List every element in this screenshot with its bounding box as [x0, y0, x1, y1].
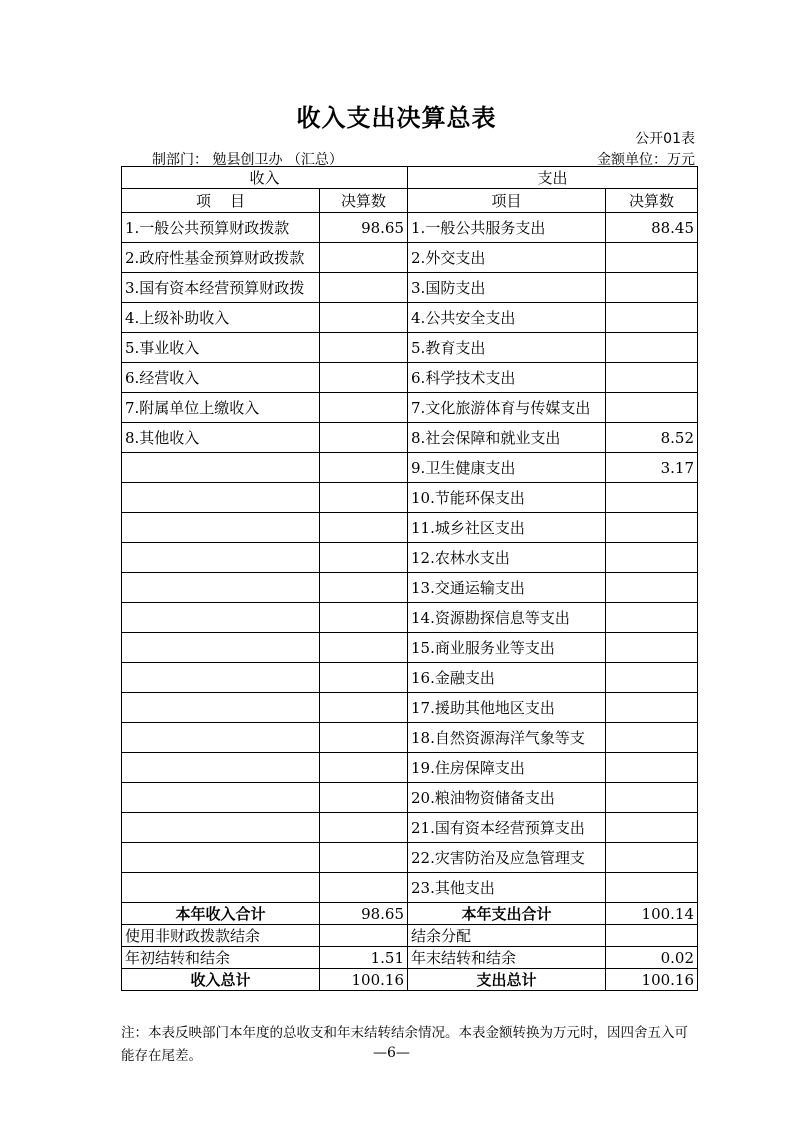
income-total-amount — [320, 925, 408, 947]
income-amount-cell — [320, 513, 408, 543]
income-total-amount: 100.16 — [320, 969, 408, 991]
expense-amount-cell — [606, 783, 698, 813]
expense-amount-cell — [606, 663, 698, 693]
expense-amount-cell — [606, 543, 698, 573]
income-item-cell — [122, 453, 320, 483]
expense-amount-cell — [606, 303, 698, 333]
expense-item-cell: 1.一般公共服务支出 — [408, 213, 606, 243]
expense-item-cell: 19.住房保障支出 — [408, 753, 606, 783]
income-item-cell — [122, 633, 320, 663]
income-item-cell — [122, 603, 320, 633]
income-amount-cell — [320, 333, 408, 363]
income-amount-cell — [320, 663, 408, 693]
income-item-cell — [122, 483, 320, 513]
expense-amount-cell — [606, 603, 698, 633]
income-item-cell — [122, 723, 320, 753]
expense-amount-cell — [606, 273, 698, 303]
income-amount-cell — [320, 243, 408, 273]
table-row — [122, 813, 698, 843]
income-amount-cell — [320, 783, 408, 813]
table-row — [122, 543, 698, 573]
table-row — [122, 273, 698, 303]
income-amount-cell — [320, 543, 408, 573]
income-total-label: 本年收入合计 — [122, 903, 320, 925]
income-amount-cell — [320, 753, 408, 783]
department-label: 制部门： 勉县创卫办 （汇总） — [152, 152, 343, 168]
total-row — [122, 925, 698, 947]
income-total-label: 收入总计 — [122, 969, 320, 991]
table-row — [122, 723, 698, 753]
section-header-row — [122, 167, 698, 189]
table-row — [122, 243, 698, 273]
expense-amount-cell — [606, 363, 698, 393]
income-amount-cell: 98.65 — [320, 213, 408, 243]
expense-item-cell: 22.灾害防治及应急管理支 — [408, 843, 606, 873]
expense-item-cell: 15.商业服务业等支出 — [408, 633, 606, 663]
income-amount-cell — [320, 423, 408, 453]
income-amount-cell — [320, 813, 408, 843]
expense-item-cell: 21.国有资本经营预算支出 — [408, 813, 606, 843]
expense-total-label: 年末结转和结余 — [408, 947, 606, 969]
expense-item-cell: 23.其他支出 — [408, 873, 606, 903]
total-row — [122, 947, 698, 969]
expense-item-cell: 14.资源勘探信息等支出 — [408, 603, 606, 633]
income-item-cell: 7.附属单位上缴收入 — [122, 393, 320, 423]
income-item-cell — [122, 753, 320, 783]
expense-amount-cell — [606, 873, 698, 903]
income-item-cell — [122, 783, 320, 813]
income-item-cell — [122, 543, 320, 573]
expense-total-label: 支出总计 — [408, 969, 606, 991]
total-row — [122, 969, 698, 991]
table-row — [122, 693, 698, 723]
expense-amount-cell: 8.52 — [606, 423, 698, 453]
income-amount-cell — [320, 573, 408, 603]
income-item-cell: 4.上级补助收入 — [122, 303, 320, 333]
expense-item-cell: 12.农林水支出 — [408, 543, 606, 573]
expense-item-cell: 5.教育支出 — [408, 333, 606, 363]
table-row — [122, 303, 698, 333]
table-row — [122, 423, 698, 453]
expense-item-header: 项目 — [408, 189, 606, 213]
expense-amount-cell — [606, 693, 698, 723]
table-row — [122, 753, 698, 783]
income-item-cell — [122, 513, 320, 543]
income-total-label: 年初结转和结余 — [122, 947, 320, 969]
income-item-cell: 8.其他收入 — [122, 423, 320, 453]
expense-amount-cell — [606, 243, 698, 273]
expense-total-amount: 0.02 — [606, 947, 698, 969]
expense-total-amount: 100.16 — [606, 969, 698, 991]
income-item-cell — [122, 843, 320, 873]
income-item-cell — [122, 663, 320, 693]
expense-total-label: 本年支出合计 — [408, 903, 606, 925]
expense-item-cell: 3.国防支出 — [408, 273, 606, 303]
expense-item-cell: 7.文化旅游体育与传媒支出 — [408, 393, 606, 423]
total-row — [122, 903, 698, 925]
income-total-amount: 98.65 — [320, 903, 408, 925]
income-section-header: 收入 — [122, 167, 408, 189]
income-amount-cell — [320, 273, 408, 303]
expense-item-cell: 11.城乡社区支出 — [408, 513, 606, 543]
income-amount-cell — [320, 843, 408, 873]
expense-item-cell: 9.卫生健康支出 — [408, 453, 606, 483]
income-amount-cell — [320, 303, 408, 333]
expense-amount-cell — [606, 513, 698, 543]
column-header-row — [122, 189, 698, 213]
income-total-label: 使用非财政拨款结余 — [122, 925, 320, 947]
table-row — [122, 393, 698, 423]
table-row — [122, 663, 698, 693]
income-item-cell — [122, 693, 320, 723]
expense-amount-cell — [606, 633, 698, 663]
income-amount-cell — [320, 873, 408, 903]
table-row — [122, 873, 698, 903]
expense-amount-cell — [606, 573, 698, 603]
table-row — [122, 213, 698, 243]
form-number: 公开01表 — [635, 131, 695, 147]
expense-item-cell: 18.自然资源海洋气象等支 — [408, 723, 606, 753]
table-row — [122, 483, 698, 513]
table-row — [122, 363, 698, 393]
income-item-cell: 3.国有资本经营预算财政拨 — [122, 273, 320, 303]
income-item-cell — [122, 873, 320, 903]
income-item-cell: 5.事业收入 — [122, 333, 320, 363]
income-amount-cell — [320, 603, 408, 633]
income-item-cell: 1.一般公共预算财政拨款 — [122, 213, 320, 243]
table-row — [122, 783, 698, 813]
page-number: —6— — [373, 1045, 410, 1061]
income-item-cell: 6.经营收入 — [122, 363, 320, 393]
expense-amount-cell — [606, 723, 698, 753]
expense-item-cell: 10.节能环保支出 — [408, 483, 606, 513]
income-total-amount: 1.51 — [320, 947, 408, 969]
expense-item-cell: 2.外交支出 — [408, 243, 606, 273]
expense-item-cell: 13.交通运输支出 — [408, 573, 606, 603]
table-row — [122, 513, 698, 543]
footnote: 注：本表反映部门本年度的总收支和年末结转结余情况。本表金额转换为万元时，因四舍五入可能存在尾差。 — [121, 1025, 688, 1064]
expense-item-cell: 17.援助其他地区支出 — [408, 693, 606, 723]
page-title: 收入支出决算总表 — [296, 104, 497, 132]
income-item-cell — [122, 813, 320, 843]
income-amount-cell — [320, 693, 408, 723]
income-item-cell: 2.政府性基金预算财政拨款 — [122, 243, 320, 273]
expense-amount-cell — [606, 813, 698, 843]
table-row — [122, 603, 698, 633]
expense-amount-cell — [606, 483, 698, 513]
income-amount-cell — [320, 393, 408, 423]
table-row — [122, 843, 698, 873]
expense-amount-header: 决算数 — [606, 189, 698, 213]
expense-item-cell: 6.科学技术支出 — [408, 363, 606, 393]
expense-item-cell: 16.金融支出 — [408, 663, 606, 693]
expense-amount-cell — [606, 333, 698, 363]
expense-amount-cell — [606, 843, 698, 873]
expense-amount-cell — [606, 393, 698, 423]
expense-total-amount — [606, 925, 698, 947]
table-row — [122, 333, 698, 363]
table-row — [122, 633, 698, 663]
expense-amount-cell: 3.17 — [606, 453, 698, 483]
expense-amount-cell: 88.45 — [606, 213, 698, 243]
expense-item-cell: 20.粮油物资储备支出 — [408, 783, 606, 813]
expense-section-header: 支出 — [408, 167, 698, 189]
expense-total-label: 结余分配 — [408, 925, 606, 947]
table-row — [122, 453, 698, 483]
table-row — [122, 573, 698, 603]
unit-label: 金额单位：万元 — [597, 152, 695, 168]
expense-total-amount: 100.14 — [606, 903, 698, 925]
expense-amount-cell — [606, 753, 698, 783]
income-item-header: 项 目 — [122, 189, 320, 213]
income-amount-cell — [320, 633, 408, 663]
budget-table — [121, 166, 698, 991]
income-amount-cell — [320, 453, 408, 483]
income-amount-cell — [320, 363, 408, 393]
expense-item-cell: 8.社会保障和就业支出 — [408, 423, 606, 453]
income-amount-header: 决算数 — [320, 189, 408, 213]
income-amount-cell — [320, 723, 408, 753]
income-amount-cell — [320, 483, 408, 513]
income-item-cell — [122, 573, 320, 603]
expense-item-cell: 4.公共安全支出 — [408, 303, 606, 333]
